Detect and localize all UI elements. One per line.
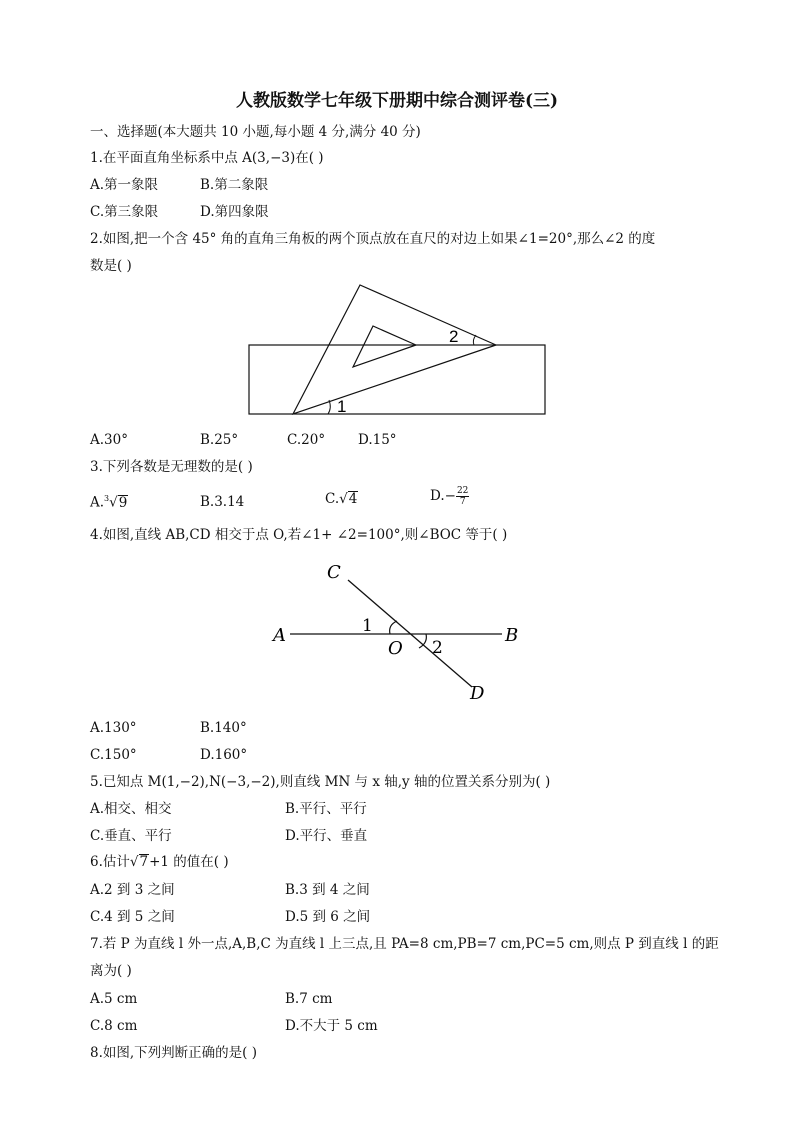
q6-radicand: 7 xyxy=(139,854,149,870)
q3-a-index: 3 xyxy=(104,494,110,503)
q3-c-prefix: C. xyxy=(325,491,340,507)
question-5-stem: 5.已知点 M(1,−2),N(−3,−2),则直线 MN 与 x 轴,y 轴的位置关系分别为( ) xyxy=(90,774,551,790)
question-3-stem: 3.下列各数是无理数的是( ) xyxy=(90,459,253,475)
q6-option-a: A.2 到 3 之间 xyxy=(90,882,175,898)
ruler-rect xyxy=(249,345,545,414)
q3-a-radicand: 9 xyxy=(118,494,128,511)
q1-option-a: A.第一象限 xyxy=(90,177,159,193)
section-heading: 一、选择题(本大题共 10 小题,每小题 4 分,满分 40 分) xyxy=(90,124,421,140)
point-o-label: O xyxy=(388,638,403,659)
q2-option-a: A.30° xyxy=(90,432,128,448)
q6-option-b: B.3 到 4 之间 xyxy=(285,882,370,898)
q4-option-c: C.150° xyxy=(90,747,137,763)
q5-option-b: B.平行、平行 xyxy=(285,801,367,817)
q5-option-a: A.相交、相交 xyxy=(90,801,172,817)
q1-option-b: B.第二象限 xyxy=(200,177,269,193)
point-a-label: A xyxy=(273,625,286,646)
triangle-inner xyxy=(353,326,416,367)
q3-d-denominator: 7 xyxy=(459,497,466,507)
q4-option-d: D.160° xyxy=(200,747,248,763)
q3-d-prefix: D.− xyxy=(430,488,456,504)
point-b-label: B xyxy=(505,625,519,646)
q3-option-a xyxy=(90,489,128,513)
q3-d-numerator: 22 xyxy=(456,486,469,496)
q4-option-a: A.130° xyxy=(90,720,137,736)
q2-option-b: B.25° xyxy=(200,432,239,448)
point-c-label: C xyxy=(327,562,341,583)
question-2-stem-line1: 2.如图,把一个含 45° 角的直角三角板的两个顶点放在直尺的对边上如果∠1=20°,那么∠2 的度 xyxy=(90,231,656,247)
page-title: 人教版数学七年级下册期中综合测评卷(三) xyxy=(235,91,559,111)
q5-option-d: D.平行、垂直 xyxy=(285,828,368,844)
angle-1-label: 1 xyxy=(362,616,373,636)
q6-stem-suffix: +1 的值在( ) xyxy=(149,854,229,870)
angle-2-label: 2 xyxy=(432,638,443,658)
radical-sign-icon: √ xyxy=(339,491,348,507)
q3-d-fraction xyxy=(456,486,469,507)
intersecting-lines-figure xyxy=(265,555,535,705)
question-8-stem: 8.如图,下列判断正确的是( ) xyxy=(90,1045,257,1061)
point-d-label: D xyxy=(470,683,485,704)
q1-option-c: C.第三象限 xyxy=(90,204,159,220)
q3-option-d xyxy=(430,486,469,507)
q7-option-c: C.8 cm xyxy=(90,1018,138,1034)
q3-a-prefix: A. xyxy=(90,494,105,511)
q6-option-d: D.5 到 6 之间 xyxy=(285,909,371,925)
ruler-triangle-figure xyxy=(240,280,560,425)
question-1-stem: 1.在平面直角坐标系中点 A(3,−3)在( ) xyxy=(90,150,324,166)
q2-option-c: C.20° xyxy=(287,432,326,448)
question-4-stem: 4.如图,直线 AB,CD 相交于点 O,若∠1+ ∠2=100°,则∠BOC 等于( ) xyxy=(90,527,508,543)
angle-1-label: 1 xyxy=(337,397,347,416)
radical-sign-icon: √ xyxy=(109,494,118,511)
question-7-stem-line2: 离为( ) xyxy=(90,963,132,979)
q2-option-d: D.15° xyxy=(358,432,397,448)
question-2-stem-line2: 数是( ) xyxy=(90,258,132,274)
q7-option-d: D.不大于 5 cm xyxy=(285,1018,378,1034)
q3-c-radicand: 4 xyxy=(348,491,358,507)
question-7-stem-line1: 7.若 P 为直线 l 外一点,A,B,C 为直线 l 上三点,且 PA=8 cm,PB=7 cm,PC=5 cm,则点 P 到直线 l 的距 xyxy=(90,936,719,952)
q7-option-a: A.5 cm xyxy=(90,991,138,1007)
q4-option-b: B.140° xyxy=(200,720,247,736)
triangle-outer xyxy=(293,285,496,414)
q5-option-c: C.垂直、平行 xyxy=(90,828,172,844)
q1-option-d: D.第四象限 xyxy=(200,204,269,220)
q6-option-c: C.4 到 5 之间 xyxy=(90,909,175,925)
angle-1-arc xyxy=(390,621,397,634)
q7-option-b: B.7 cm xyxy=(285,991,333,1007)
radical-sign-icon: √ xyxy=(129,854,139,870)
q3-option-b: B.3.14 xyxy=(200,494,245,510)
q3-option-c xyxy=(325,489,358,509)
angle-2-label: 2 xyxy=(449,327,459,346)
question-6-stem xyxy=(90,852,229,872)
q6-stem-prefix: 6.估计 xyxy=(90,854,130,870)
